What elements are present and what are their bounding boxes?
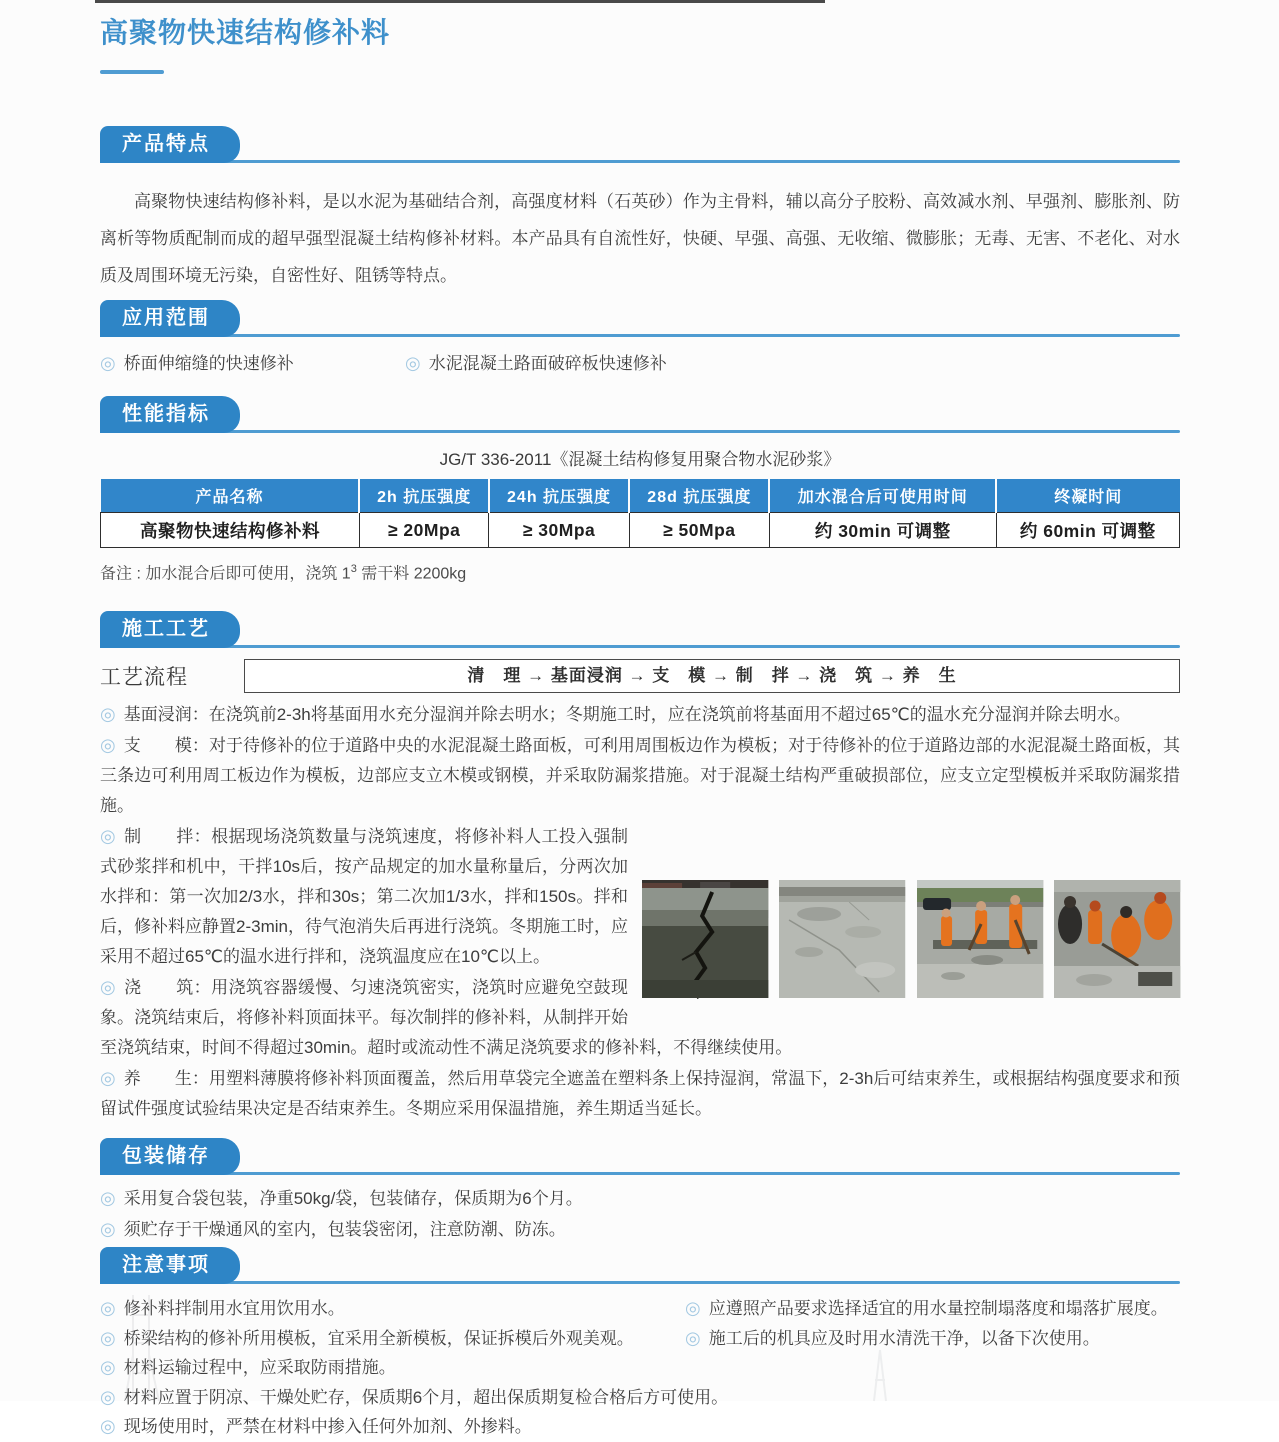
section-badge-performance: 性能指标: [100, 396, 240, 433]
section-badge-applications: 应用范围: [100, 300, 240, 337]
applications-list: [100, 351, 1180, 376]
section-rule: [100, 1281, 1180, 1284]
section-header-packaging: [100, 1138, 1180, 1175]
title-underline: [100, 70, 164, 74]
note-item-text: 桥梁结构的修补所用模板，宜采用全新模板，保证拆模后外观美观。: [123, 1328, 634, 1348]
packaging-list: [100, 1183, 1180, 1245]
table-header-cell: 24h 抗压强度: [489, 479, 629, 513]
table-cell: ≥ 20Mpa: [359, 513, 488, 548]
table-header-cell: 加水混合后可使用时间: [769, 479, 996, 513]
performance-table: [100, 479, 1180, 548]
standard-reference: JG/T 336-2011《混凝土结构修复用聚合物水泥砂浆》: [439, 450, 841, 469]
table-header-cell: 产品名称: [101, 479, 360, 513]
workers-pouring-repair-material-photo: [1054, 880, 1180, 998]
note-item-text: 材料应置于阴凉、干燥处贮存，保质期6个月，超出保质期复检合格后方可使用。: [123, 1387, 729, 1407]
application-item: [405, 351, 667, 376]
flow-label: 工艺流程: [100, 666, 188, 690]
process-step: [100, 1063, 1180, 1124]
page-title: 高聚物快速结构修补料: [100, 17, 391, 48]
section-badge-packaging: 包装储存: [100, 1138, 240, 1175]
section-rule: [100, 1172, 1180, 1175]
footnote-text: 备注 : 加水混合后即可使用，浇筑 1: [100, 565, 351, 583]
note-item: [685, 1324, 1168, 1354]
ring-bullet-icon: ◎: [100, 353, 116, 373]
construction-photo-strip: [642, 880, 1180, 998]
ring-bullet-icon: ◎: [100, 1357, 116, 1378]
packaging-item-text: 须贮存于干燥通风的室内，包装袋密闭，注意防潮、防冻。: [123, 1220, 566, 1240]
step-text: 在浇筑前2-3h将基面用水充分湿润并除去明水；冬期施工时，应在浇筑前将基面用不超过65℃的温水充分湿润并除去明水。: [208, 705, 1131, 725]
application-item-label: 桥面伸缩缝的快速修补: [123, 354, 294, 373]
cracked-dark-pavement-photo: [642, 880, 768, 998]
section-header-features: [100, 126, 1180, 163]
table-header-row: [101, 479, 1180, 513]
table-cell: ≥ 50Mpa: [629, 513, 769, 548]
process-step: [100, 730, 1180, 821]
ring-bullet-icon: ◎: [100, 1219, 116, 1240]
note-item: [100, 1383, 1180, 1413]
flow-diagram: 清 理 → 基面浸润 → 支 模 → 制 拌 → 浇 筑 → 养 生: [244, 659, 1180, 693]
table-footnote: [100, 558, 1180, 585]
ring-bullet-icon: ◎: [100, 977, 117, 998]
step-text: 对于待修补的位于道路中央的水泥混凝土路面板，可利用周围板边作为模板；对于待修补的位于道路边部的水泥混凝土路面板，其三条边可利用周工板边作为模板，边部应支立木模或钢模，并采取防漏浆措施。对于混凝土结构严重破损部位，应支立定型模板并采取防漏浆措施。: [100, 736, 1180, 816]
table-cell: 约 60min 可调整: [996, 513, 1179, 548]
step-text: 根据现场浇筑数量与浇筑速度，将修补料人工投入强制式砂浆拌和机中，干拌10s后，按产品规定的加水量称量后，分两次加水拌和：第一次加2/3水，拌和30s；第二次加1/3水，拌和150s。拌和后，修补料应静置2-3min，待气泡消失后再进行浇筑。冬期施工时，应采用不超过65℃的温水进行拌和，浇筑温度应在10℃以上。: [100, 827, 629, 967]
notes-area: [100, 1294, 1180, 1442]
step-label: 支 模：: [123, 736, 209, 756]
section-badge-process: 施工工艺: [100, 611, 240, 648]
ring-bullet-icon: ◎: [100, 1386, 116, 1407]
watermark-sketch-right: [862, 1350, 898, 1401]
note-item: [685, 1294, 1168, 1324]
section-rule: [100, 430, 1180, 433]
note-item: [100, 1353, 1180, 1383]
packaging-item-text: 采用复合袋包装，净重50kg/袋，包装储存，保质期为6个月。: [123, 1189, 583, 1209]
step-label: 浇 筑：: [124, 978, 212, 998]
packaging-item: [100, 1214, 1180, 1245]
note-item-text: 现场使用时，严禁在材料中掺入任何外加剂、外掺料。: [123, 1417, 532, 1437]
note-item-text: 材料运输过程中，应采取防雨措施。: [123, 1358, 396, 1378]
watermark-sketch-left: [115, 1295, 175, 1401]
step-label: 基面浸润：: [123, 705, 209, 725]
damaged-concrete-surface-photo: [779, 880, 905, 998]
section-header-performance: [100, 396, 1180, 433]
packaging-item: [100, 1183, 1180, 1214]
ring-bullet-icon: ◎: [100, 704, 116, 725]
ring-bullet-icon: ◎: [685, 1327, 701, 1348]
section-rule: [100, 334, 1180, 337]
section-header-applications: [100, 300, 1180, 337]
table-header-cell: 终凝时间: [996, 479, 1179, 513]
table-header-cell: 28d 抗压强度: [629, 479, 769, 513]
step-label: 养 生：: [123, 1069, 209, 1089]
ring-bullet-icon: ◎: [100, 1188, 116, 1209]
ring-bullet-icon: ◎: [100, 1327, 116, 1348]
step-label: 制 拌：: [124, 827, 212, 847]
table-cell: ≥ 30Mpa: [489, 513, 629, 548]
ring-bullet-icon: ◎: [405, 353, 421, 373]
ring-bullet-icon: ◎: [100, 735, 116, 756]
table-row: [101, 513, 1180, 548]
application-item-label: 水泥混凝土路面破碎板快速修补: [428, 354, 667, 373]
footnote-superscript: 3: [350, 563, 357, 575]
section-header-notes: [100, 1247, 1180, 1284]
note-item-text: 应遵照产品要求选择适宜的用水量控制塌落度和塌落扩展度。: [708, 1299, 1168, 1319]
note-item-text: 施工后的机具应及时用水清洗干净，以备下次使用。: [708, 1328, 1100, 1348]
ring-bullet-icon: ◎: [100, 826, 117, 847]
process-flow-row: [100, 659, 1180, 693]
application-item: [100, 351, 405, 376]
section-badge-features: 产品特点: [100, 126, 240, 163]
ring-bullet-icon: ◎: [685, 1298, 701, 1319]
ring-bullet-icon: ◎: [100, 1298, 116, 1319]
table-cell: 约 30min 可调整: [769, 513, 996, 548]
table-cell: 高聚物快速结构修补料: [101, 513, 360, 548]
step-text: 用塑料薄膜将修补料顶面覆盖，然后用草袋完全遮盖在塑料条上保持湿润，常温下，2-3h后可结束养生，或根据结构强度要求和预留试件强度试验结果决定是否结束养生。冬期应采用保温措施，养生期适当延长。: [100, 1069, 1180, 1119]
process-step: [100, 699, 1180, 730]
table-header-cell: 2h 抗压强度: [359, 479, 488, 513]
footnote-text: 需干料 2200kg: [356, 565, 467, 583]
ring-bullet-icon: ◎: [100, 1068, 116, 1089]
features-paragraph: 高聚物快速结构修补料，是以水泥为基础结合剂，高强度材料（石英砂）作为主骨料，辅以高分子胶粉、高效减水剂、早强剂、膨胀剂、防离析等物质配制而成的超早强型混凝土结构修补材料。本产品具有自流性好，快硬、早强、高强、无收缩、微膨胀；无毒、无害、不老化、对水质及周围环境无污染，自密性好、阻锈等特点。: [100, 192, 1180, 285]
ring-bullet-icon: ◎: [100, 1416, 116, 1437]
section-rule: [100, 160, 1180, 163]
step-text: 用浇筑容器缓慢、匀速浇筑密实，浇筑时应避免空鼓现象。浇筑结束后，将修补料顶面抹平。每次制拌的修补料，从制拌开始至浇筑结束，时间不得超过30min。超时或流动性不满足浇筑要求的修补料，不得继续使用。: [100, 978, 793, 1058]
notes-right-column: [685, 1294, 1168, 1353]
section-header-process: [100, 611, 1180, 648]
section-rule: [100, 645, 1180, 648]
workers-repairing-road-joint-photo: [917, 880, 1043, 998]
note-item: [100, 1412, 1180, 1442]
section-badge-notes: 注意事项: [100, 1247, 240, 1284]
process-steps: [100, 699, 1180, 1124]
note-item-text: 修补料拌制用水宜用饮用水。: [123, 1299, 345, 1319]
